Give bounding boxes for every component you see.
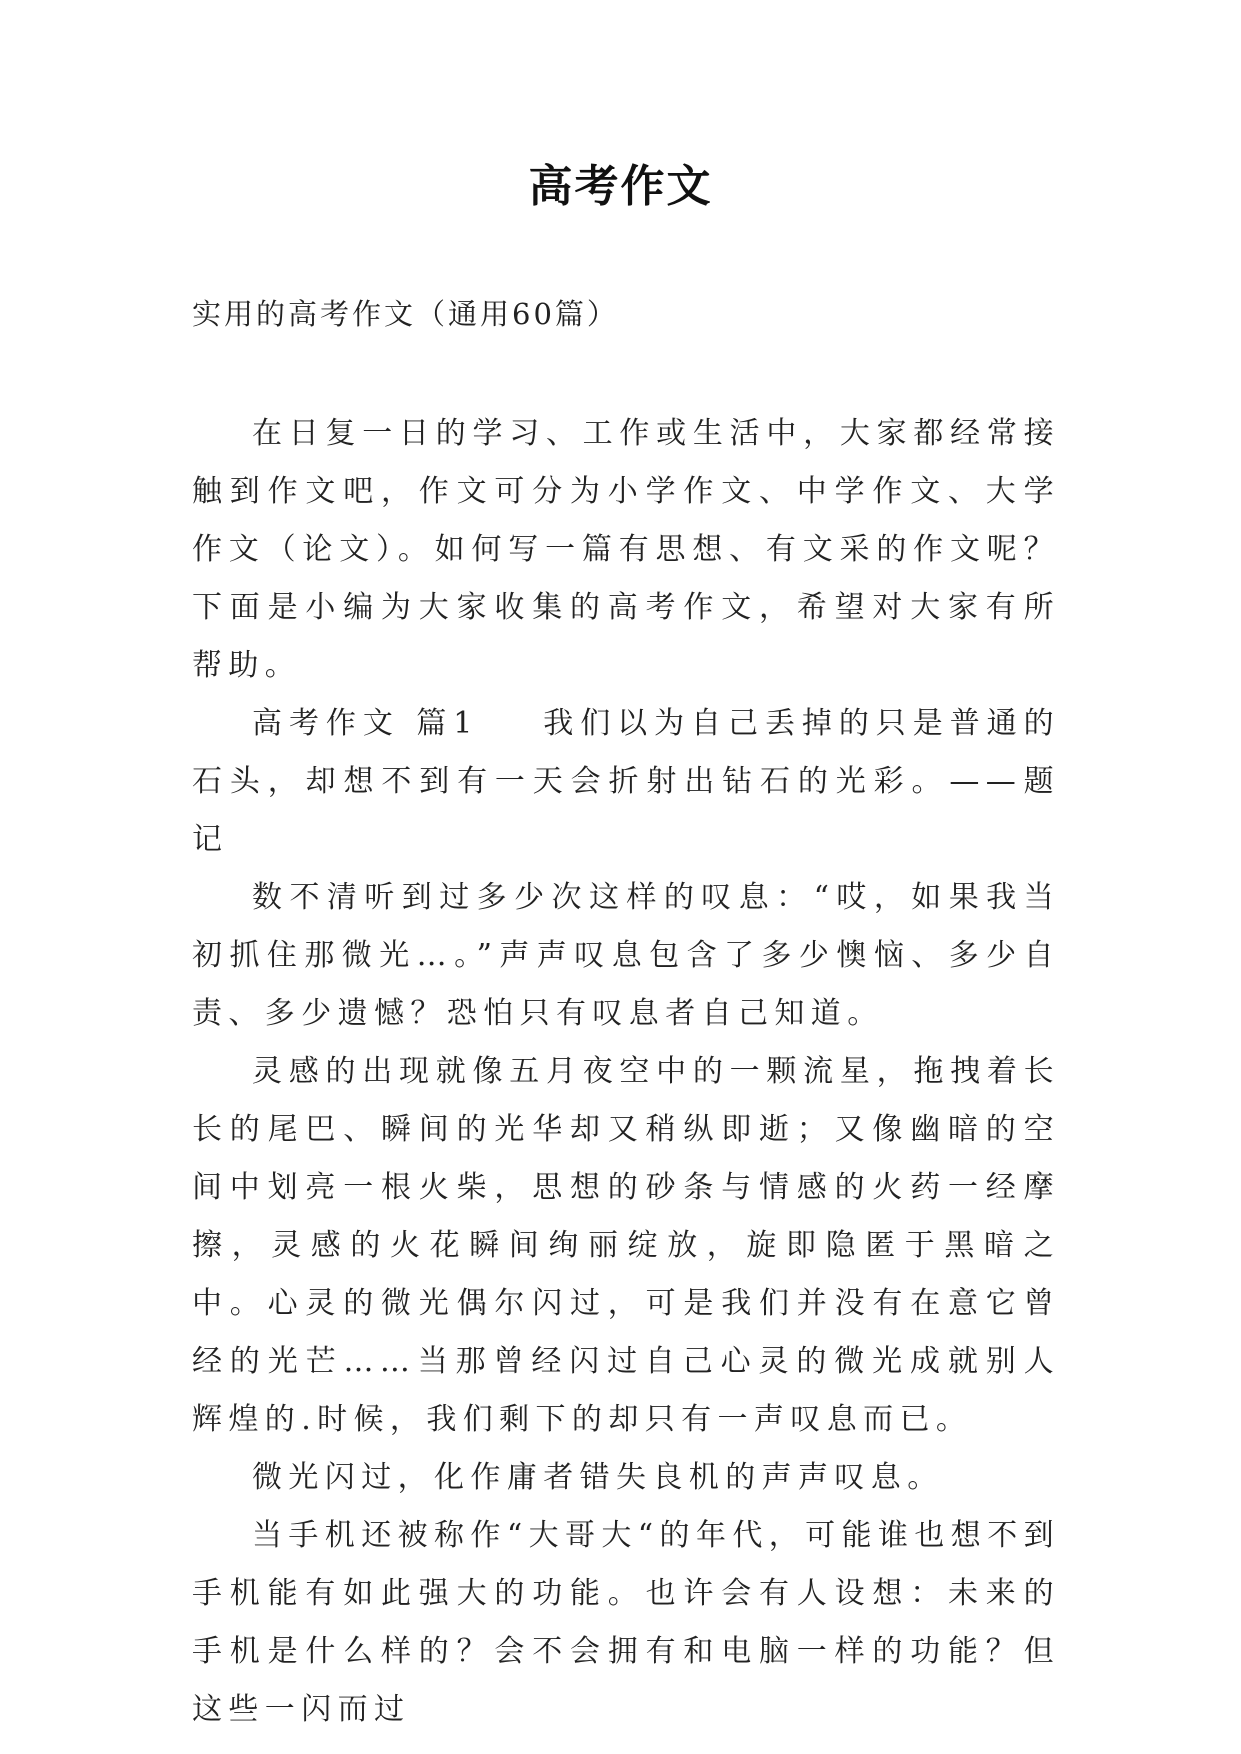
document-body — [192, 405, 1060, 1739]
body-paragraph: 数不清听到过多少次这样的叹息：“哎，如果我当初抓住那微光…。”声声叹息包含了多少懊恼、多少自责、多少遗憾？恐怕只有叹息者自己知道。 — [192, 880, 1060, 1031]
body-paragraph: 微光闪过，化作庸者错失良机的声声叹息。 — [252, 1460, 944, 1495]
section-1-heading: 高考作文 篇1 — [252, 706, 479, 741]
body-paragraph: 灵感的出现就像五月夜空中的一颗流星，拖拽着长长的尾巴、瞬间的光华却又稍纵即逝；又像幽暗的空间中划亮一根火柴，思想的砂条与情感的火药一经摩擦，灵感的火花瞬间绚丽绽放，旋即隐匿于黑暗之中。心灵的微光偶尔闪过，可是我们并没有在意它曾经的光芒……当那曾经闪过自己心灵的微光成就别人辉煌的.时候，我们剩下的却只有一声叹息而已。 — [192, 1054, 1060, 1437]
document-title: 高考作文 — [528, 161, 713, 212]
section-1-epigraph: 我们以为自己丢掉的只是普通的石头，却想不到有一天会折射出钻石的光彩。——题记 — [192, 706, 1060, 857]
body-paragraph: 当手机还被称作“大哥大“的年代，可能谁也想不到手机能有如此强大的功能。也许会有人设想：未来的手机是什么样的？会不会拥有和电脑一样的功能？但这些一闪而过 — [192, 1518, 1060, 1727]
section-1-opening — [192, 695, 1060, 869]
document-subtitle: 实用的高考作文（通用60篇） — [192, 297, 619, 331]
intro-paragraph: 在日复一日的学习、工作或生活中，大家都经常接触到作文吧，作文可分为小学作文、中学作文、大学作文（论文）。如何写一篇有思想、有文采的作文呢？下面是小编为大家收集的高考作文，希望对大家有所帮助。 — [192, 416, 1060, 683]
